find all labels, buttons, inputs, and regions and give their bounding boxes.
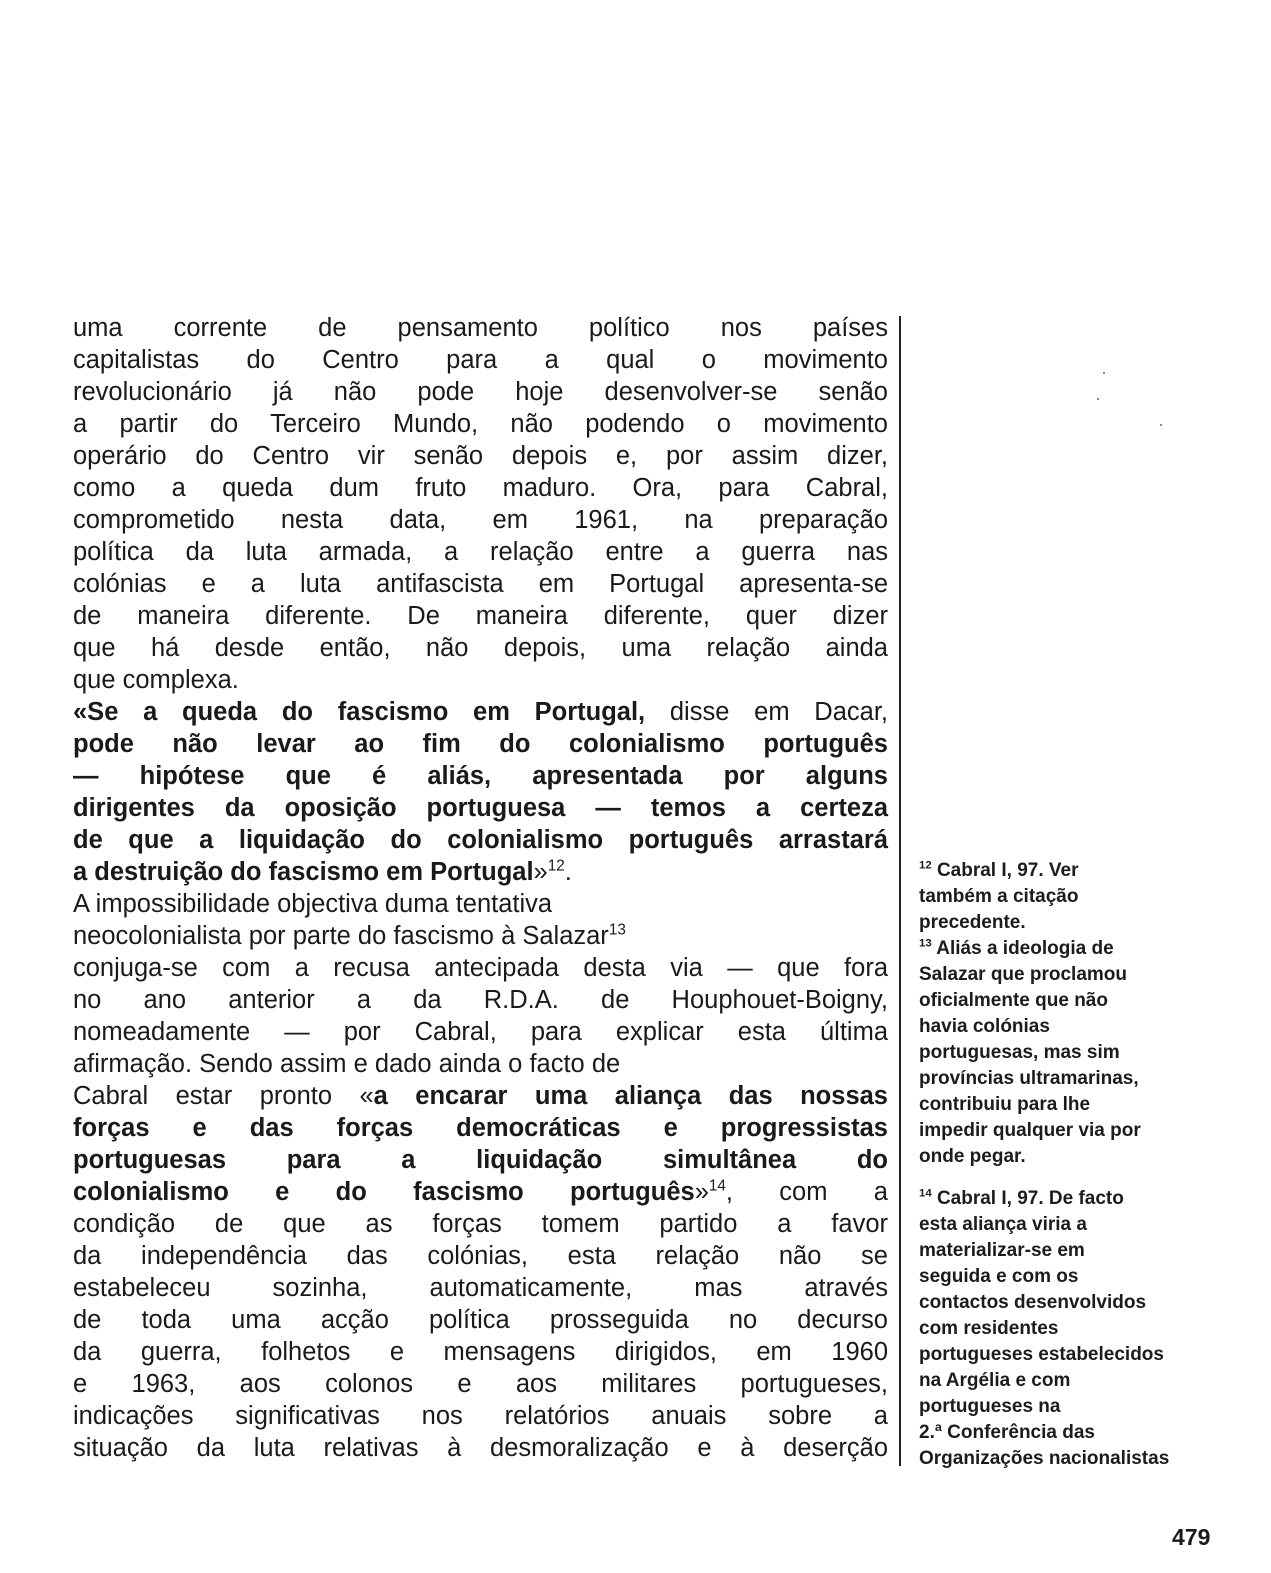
body-line <box>73 888 888 920</box>
text-run: capitalistas do Centro para a qual o movimento <box>73 346 888 374</box>
footnote-gap <box>919 1170 1219 1186</box>
body-line <box>73 632 888 664</box>
body-line <box>73 1144 888 1176</box>
text-run: afirmação. Sendo assim e dado ainda o facto de <box>73 1050 621 1078</box>
footnote-text: províncias ultramarinas, <box>919 1068 1139 1089</box>
body-line <box>73 664 888 696</box>
body-line <box>73 728 888 760</box>
quote-text: dirigentes da oposição portuguesa — temos a certeza <box>73 794 888 822</box>
text-run: A impossibilidade objectiva duma tentativa <box>73 890 553 918</box>
body-line <box>73 1112 888 1144</box>
footnote-text: Salazar que proclamou <box>919 964 1128 985</box>
body-line <box>73 1240 888 1272</box>
quote-text: forças e das forças democráticas e progressistas <box>73 1114 888 1142</box>
footnote-text: também a citação <box>919 886 1079 907</box>
scan-speck <box>1103 372 1105 374</box>
text-run: revolucionário já não pode hoje desenvolver-se senão <box>73 378 888 406</box>
text-run: como a queda dum fruto maduro. Ora, para Cabral, <box>73 474 888 502</box>
text-run: condição de que as forças tomem partido a favor <box>73 1210 888 1238</box>
text-run: operário do Centro vir senão depois e, por assim dizer, <box>73 442 888 470</box>
quote-text: — hipótese que é aliás, apresentada por alguns <box>73 762 888 790</box>
text-run: de toda uma acção política prosseguida no decurso <box>73 1306 888 1334</box>
footnote-ref: 14 <box>708 1177 726 1195</box>
footnote-line <box>919 1420 1219 1446</box>
quote-text: portuguesas para a liquidação simultânea do <box>73 1146 888 1174</box>
footnote-line <box>919 1264 1219 1290</box>
footnote-text: contactos desenvolvidos <box>919 1292 1147 1313</box>
body-line <box>73 1208 888 1240</box>
footnote-line <box>919 858 1219 884</box>
footnote-text: Cabral I, 97. De facto <box>936 1188 1124 1209</box>
footnote-line <box>919 1446 1219 1472</box>
text-run: » <box>694 1178 709 1206</box>
text-run: colónias e a luta antifascista em Portugal apresenta-se <box>73 570 888 598</box>
body-line <box>73 1016 888 1048</box>
body-line <box>73 1432 888 1464</box>
body-line <box>73 472 888 504</box>
footnote-line <box>919 988 1219 1014</box>
footnote-line <box>919 1290 1219 1316</box>
body-line <box>73 440 888 472</box>
body-line <box>73 312 888 344</box>
quote-text: a destruição do fascismo em Portugal <box>73 858 534 886</box>
footnote-line <box>919 1014 1219 1040</box>
footnote-text: Aliás a ideologia de <box>936 938 1114 959</box>
body-line <box>73 568 888 600</box>
footnote-text: impedir qualquer via por <box>919 1120 1141 1141</box>
footnote-text: Cabral I, 97. Ver <box>936 860 1079 881</box>
footnote-line <box>919 1092 1219 1118</box>
footnote-line <box>919 962 1219 988</box>
body-line <box>73 1048 888 1080</box>
body-line <box>73 600 888 632</box>
quote-text: «Se a queda do fascismo em Portugal, <box>73 698 646 726</box>
footnote-number: 12 <box>919 859 932 872</box>
quote-text: a encarar uma aliança das nossas <box>373 1082 888 1110</box>
footnote-line <box>919 1238 1219 1264</box>
footnote-text: contribuiu para lhe <box>919 1094 1091 1115</box>
text-run: nomeadamente — por Cabral, para explicar esta última <box>73 1018 888 1046</box>
footnote-line <box>919 1368 1219 1394</box>
body-line <box>73 1336 888 1368</box>
body-line <box>73 696 888 728</box>
body-line <box>73 1304 888 1336</box>
body-line <box>73 344 888 376</box>
body-line <box>73 792 888 824</box>
footnote-number: 14 <box>919 1187 932 1200</box>
text-run: disse em Dacar, <box>645 698 888 726</box>
footnote-text: com residentes <box>919 1318 1059 1339</box>
footnote-text: havia colónias <box>919 1016 1050 1037</box>
footnote-text: oficialmente que não <box>919 990 1108 1011</box>
body-line <box>73 952 888 984</box>
text-run: que há desde então, não depois, uma relação ainda <box>73 634 888 662</box>
text-run: . <box>564 858 572 886</box>
footnote-text: precedente. <box>919 912 1026 933</box>
text-run: situação da luta relativas à desmoralização e à deserção <box>73 1434 888 1462</box>
footnote-text: na Argélia e com <box>919 1370 1071 1391</box>
body-line <box>73 1368 888 1400</box>
text-run: estabeleceu sozinha, automaticamente, mas através <box>73 1274 888 1302</box>
text-run: de maneira diferente. De maneira diferente, quer dizer <box>73 602 888 630</box>
quote-text: de que a liquidação do colonialismo português arrastará <box>73 826 888 854</box>
page-number: 479 <box>1172 1524 1211 1550</box>
text-run: da guerra, folhetos e mensagens dirigidos, em 1960 <box>73 1338 888 1366</box>
footnote-line <box>919 1394 1219 1420</box>
text-run: uma corrente de pensamento político nos países <box>73 314 888 342</box>
footnote-ref: 12 <box>547 857 565 875</box>
text-run: neocolonialista por parte do fascismo à Salazar <box>73 922 609 950</box>
text-run: no ano anterior a da R.D.A. de Houphouet-Boigny, <box>73 986 888 1014</box>
body-line <box>73 760 888 792</box>
text-run: política da luta armada, a relação entre a guerra nas <box>73 538 888 566</box>
footnote-text: materializar-se em <box>919 1240 1085 1261</box>
text-run: » <box>533 858 548 886</box>
footnote-line <box>919 1066 1219 1092</box>
body-line <box>73 504 888 536</box>
footnote-line <box>919 1040 1219 1066</box>
footnote-line <box>919 1212 1219 1238</box>
text-run: comprometido nesta data, em 1961, na preparação <box>73 506 888 534</box>
text-run: e 1963, aos colonos e aos militares portugueses, <box>73 1370 888 1398</box>
body-line <box>73 1176 888 1208</box>
body-line <box>73 536 888 568</box>
text-run: indicações significativas nos relatórios anuais sobre a <box>73 1402 888 1430</box>
footnote-text: seguida e com os <box>919 1266 1079 1287</box>
body-line <box>73 856 888 888</box>
footnote-line <box>919 1144 1219 1170</box>
quote-text: pode não levar ao fim do colonialismo português <box>73 730 888 758</box>
body-line <box>73 984 888 1016</box>
scan-speck <box>1160 424 1162 426</box>
text-run: conjuga-se com a recusa antecipada desta via — que fora <box>73 954 888 982</box>
footnote-line <box>919 910 1219 936</box>
text-run: , com a <box>725 1178 888 1206</box>
footnote-text: onde pegar. <box>919 1146 1026 1167</box>
main-text-column <box>73 312 888 1464</box>
body-line <box>73 1400 888 1432</box>
column-divider <box>899 316 901 1466</box>
footnote-text: 2.ª Conferência das <box>919 1422 1095 1443</box>
body-line <box>73 376 888 408</box>
footnote-line <box>919 1316 1219 1342</box>
text-run: a partir do Terceiro Mundo, não podendo o movimento <box>73 410 888 438</box>
text-run: que complexa. <box>73 666 239 694</box>
quote-text: colonialismo e do fascismo português <box>73 1178 695 1206</box>
footnote-text: portuguesas, mas sim <box>919 1042 1120 1063</box>
footnote-number: 13 <box>919 937 932 950</box>
text-run: Cabral estar pronto « <box>73 1082 374 1110</box>
footnote-line <box>919 936 1219 962</box>
footnote-line <box>919 1186 1219 1212</box>
footnote-text: esta aliança viria a <box>919 1214 1087 1235</box>
body-line <box>73 920 888 952</box>
body-line <box>73 824 888 856</box>
footnote-line <box>919 1118 1219 1144</box>
footnote-text: portugueses estabelecidos <box>919 1344 1164 1365</box>
footnote-ref: 13 <box>608 921 626 939</box>
footnotes-column <box>919 858 1219 1472</box>
footnote-line <box>919 1342 1219 1368</box>
body-line <box>73 408 888 440</box>
footnote-line <box>919 884 1219 910</box>
scan-speck <box>1097 398 1099 400</box>
body-line <box>73 1080 888 1112</box>
footnote-text: portugueses na <box>919 1396 1061 1417</box>
footnote-text: Organizações nacionalistas <box>919 1448 1170 1469</box>
body-line <box>73 1272 888 1304</box>
text-run: da independência das colónias, esta relação não se <box>73 1242 888 1270</box>
